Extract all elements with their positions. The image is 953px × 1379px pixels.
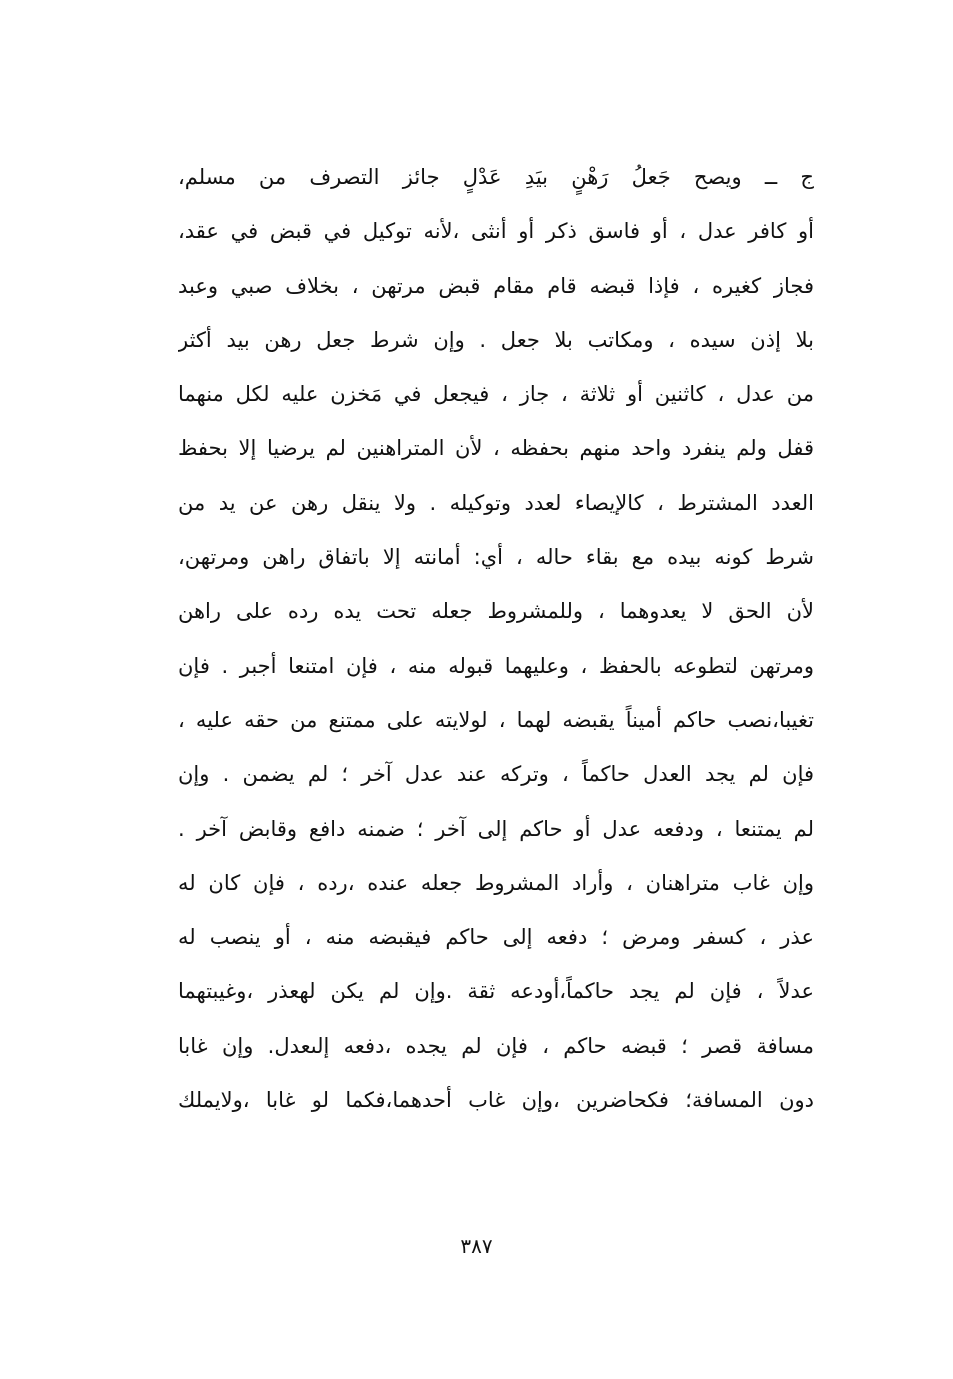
text-line: عذر ، كسفر ومرض ؛ دفعه إلى حاكم فيقبضه منه ، أو ينصب له <box>178 925 814 950</box>
text-line: فجاز كغيره ، فإذا قبضه قام مقام قبض مرتهن ، بخلاف صبي وعبد <box>178 273 814 298</box>
text-line: من عدل ، كاثنين أو ثلاثة ، جاز ، فيجعل في مَخزن عليه لكل منهما <box>178 382 814 407</box>
text-line: دون المسافة؛ فكحاضرين ،وإن غاب أحدهما،فكما لو غابا ،ولايملك <box>178 1088 814 1113</box>
text-line: عدلاً ، فإن لم يجد حاكماً،أودعه ثقة .وإن لم يكن لهعذر ،وغيبتهما <box>178 979 814 1004</box>
text-line: وإن غاب متراهنان ، وأراد المشروط جعله عنده ،رده ، فإن كان له <box>178 870 814 895</box>
text-line: بلا إذن سيده ، ومكاتب بلا جعل . وإن شرط جعل رهن بيد أكثر <box>178 327 814 352</box>
text-line: تغيبا،نصب حاكم أميناً يقبضه لهما ، لولايته على ممتنع من حقه عليه ، <box>178 707 814 732</box>
page-number: ٣٨٧ <box>460 1234 493 1258</box>
text-line: مسافة قصر ؛ قبضه حاكم ، فإن لم يجده ،دفعه إلىعدل. وإن غابا <box>178 1033 814 1058</box>
text-line: لأن الحق لا يعدوهما ، وللمشروط جعله تحت يده رده على راهن <box>178 599 814 624</box>
text-line: لم يمتنعا ، ودفعه عدل أو حاكم إلى آخر ؛ ضمنه دافع وقابض آخر . <box>178 816 814 841</box>
text-line: فإن لم يجد العدل حاكماً ، وتركه عند عدل آخر ؛ لم يضمن . وإن <box>178 762 814 787</box>
text-line: العدد المشترط ، كالإيصاء لعدد وتوكيله . ولا ينقل رهن عن يد من <box>178 490 814 515</box>
text-line: ومرتهن لتطوعه بالحفظ ، وعليهما قبوله منه ، فإن امتنعا أجبر . فإن <box>178 653 814 678</box>
text-line: قفل ولم ينفرد واحد منهم بحفظه ، لأن المتراهنين لم يرضيا إلا بحفظ <box>178 436 814 461</box>
body-text <box>178 150 814 1127</box>
text-line: أو كافر عدل ، أو فاسق ذكر أو أنثى ،لأنه توكيل في قبض في عقد، <box>178 219 814 244</box>
text-line: شرط كونه بيده مع بقاء حاله ، أي: أمانته إلا باتفاق راهن ومرتهن، <box>178 545 814 570</box>
text-line: ج ــ ويصح جَعلُ رَهْنٍ بيَدِ عَدْلٍ جائز التصرف من مسلم، <box>178 165 814 189</box>
